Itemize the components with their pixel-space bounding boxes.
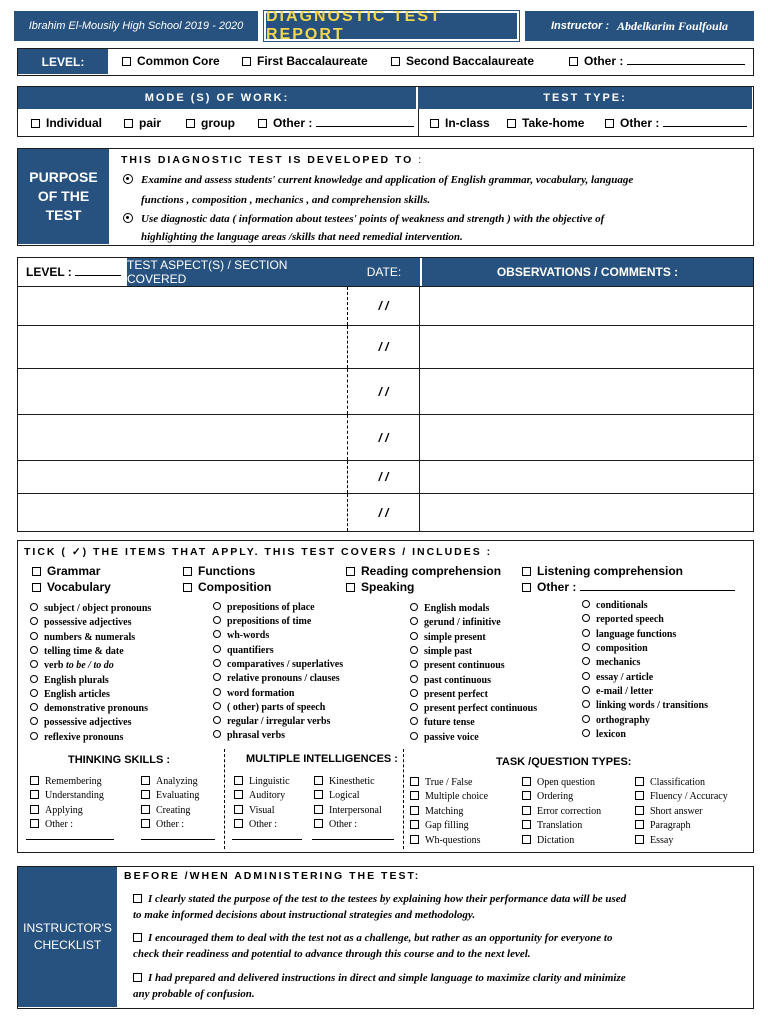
table-level-cell[interactable]: LEVEL : bbox=[26, 265, 121, 279]
list-item[interactable]: verb to be / to do bbox=[30, 660, 114, 671]
circle-icon bbox=[30, 603, 38, 611]
circle-icon bbox=[30, 632, 38, 640]
task-item[interactable]: Ordering bbox=[522, 791, 573, 802]
circle-icon bbox=[213, 645, 221, 653]
task-item[interactable]: Dictation bbox=[522, 835, 574, 846]
list-item[interactable]: quantifiers bbox=[213, 645, 274, 656]
checkbox-icon bbox=[314, 776, 323, 785]
test-type-take-home[interactable]: Take-home bbox=[507, 116, 584, 130]
circle-icon bbox=[410, 660, 418, 668]
circle-icon bbox=[30, 703, 38, 711]
checkbox-icon bbox=[605, 119, 614, 128]
level-option-second-bac[interactable]: Second Baccalaureate bbox=[391, 54, 534, 68]
checkbox-icon bbox=[410, 835, 419, 844]
list-item[interactable]: simple present bbox=[410, 632, 486, 643]
test-type-other[interactable]: Other : bbox=[605, 116, 747, 130]
checkbox-icon bbox=[133, 933, 142, 942]
date-cell[interactable]: / / bbox=[348, 369, 420, 414]
checkbox-icon bbox=[522, 791, 531, 800]
checkbox-icon bbox=[522, 820, 531, 829]
circle-icon bbox=[213, 602, 221, 610]
checkbox-icon bbox=[635, 791, 644, 800]
checkbox-icon bbox=[391, 57, 400, 66]
circle-icon bbox=[410, 689, 418, 697]
checkbox-icon bbox=[410, 820, 419, 829]
tick-heading: TICK ( ✓) THE ITEMS THAT APPLY. THIS TEST COVERS / INCLUDES : bbox=[24, 546, 493, 558]
circle-icon bbox=[30, 675, 38, 683]
circle-icon bbox=[410, 646, 418, 654]
list-item[interactable]: language functions bbox=[582, 629, 676, 640]
school-banner bbox=[14, 11, 258, 41]
circle-icon bbox=[213, 702, 221, 710]
intelligences-title: MULTIPLE INTELLIGENCES : bbox=[246, 753, 398, 765]
circle-icon bbox=[410, 717, 418, 725]
circle-icon bbox=[582, 672, 590, 680]
checkbox-icon bbox=[234, 805, 243, 814]
list-item[interactable]: relative pronouns / clauses bbox=[213, 673, 340, 684]
task-item[interactable]: Short answer bbox=[635, 806, 703, 817]
circle-icon bbox=[582, 729, 590, 737]
checkbox-icon bbox=[31, 119, 40, 128]
circle-icon bbox=[582, 643, 590, 651]
list-item[interactable]: gerund / infinitive bbox=[410, 617, 501, 628]
purpose-point-2: Use diagnostic data ( information about testees' points of weakness and strength ) with the objective of highlighting the language areas /skills that need remedial intervention. bbox=[123, 210, 604, 246]
list-item[interactable]: mechanics bbox=[582, 657, 640, 668]
list-item[interactable]: present continuous bbox=[410, 660, 505, 671]
checklist-side-label: INSTRUCTOR'S CHECKLIST bbox=[18, 867, 117, 1007]
checkbox-icon bbox=[507, 119, 516, 128]
task-item[interactable]: Open question bbox=[522, 777, 595, 788]
task-item[interactable]: Fluency / Accuracy bbox=[635, 791, 728, 802]
circle-icon bbox=[582, 657, 590, 665]
checkbox-icon bbox=[635, 835, 644, 844]
list-item[interactable]: possessive adjectives bbox=[30, 617, 132, 628]
checkbox-icon bbox=[141, 805, 150, 814]
checkbox-icon bbox=[141, 819, 150, 828]
date-cell[interactable]: / / bbox=[348, 494, 420, 531]
circle-icon bbox=[582, 614, 590, 622]
thinking-item[interactable]: Analyzing bbox=[141, 776, 198, 787]
checkbox-icon bbox=[410, 806, 419, 815]
area-other[interactable]: Other : bbox=[522, 580, 735, 594]
circle-icon bbox=[30, 617, 38, 625]
circle-icon bbox=[582, 600, 590, 608]
aspect-cell[interactable] bbox=[18, 369, 348, 414]
list-item[interactable]: past continuous bbox=[410, 675, 491, 686]
circle-icon bbox=[410, 703, 418, 711]
checkbox-icon bbox=[635, 820, 644, 829]
circle-icon bbox=[30, 689, 38, 697]
task-item[interactable]: True / False bbox=[410, 777, 472, 788]
list-item[interactable]: linking words / transitions bbox=[582, 700, 708, 711]
thinking-item[interactable]: Other : bbox=[141, 819, 184, 830]
date-cell[interactable]: / / bbox=[348, 461, 420, 493]
circle-icon bbox=[582, 629, 590, 637]
level-option-first-bac[interactable]: First Baccalaureate bbox=[242, 54, 368, 68]
aspect-header: TEST ASPECT(S) / SECTION COVERED bbox=[127, 258, 348, 286]
checkbox-icon bbox=[122, 57, 131, 66]
circle-icon bbox=[410, 732, 418, 740]
list-item[interactable]: subject / object pronouns bbox=[30, 603, 151, 614]
checkbox-icon bbox=[30, 819, 39, 828]
circle-icon bbox=[410, 603, 418, 611]
task-item[interactable]: Gap filling bbox=[410, 820, 469, 831]
checkbox-icon bbox=[32, 583, 41, 592]
checkbox-icon bbox=[346, 567, 355, 576]
level-option-common-core[interactable]: Common Core bbox=[122, 54, 220, 68]
intelligence-item[interactable]: Visual bbox=[234, 805, 275, 816]
checkbox-icon bbox=[30, 805, 39, 814]
checkbox-icon bbox=[133, 973, 142, 982]
date-header: DATE: bbox=[348, 258, 420, 286]
checklist-item-1[interactable]: I clearly stated the purpose of the test to the testees by explaining how their performance data will be used to make informed decisions about instructional strategies and methodology. bbox=[133, 893, 627, 921]
checkbox-icon bbox=[141, 790, 150, 799]
purpose-heading: THIS DIAGNOSTIC TEST IS DEVELOPED TO : bbox=[121, 154, 424, 166]
list-item[interactable]: word formation bbox=[213, 688, 295, 699]
level-row bbox=[17, 48, 754, 76]
task-item[interactable]: Matching bbox=[410, 806, 463, 817]
area-speaking[interactable]: Speaking bbox=[346, 580, 414, 594]
task-item[interactable]: Multiple choice bbox=[410, 791, 488, 802]
list-item[interactable]: numbers & numerals bbox=[30, 632, 135, 643]
list-item[interactable]: future tense bbox=[410, 717, 475, 728]
circle-icon bbox=[410, 675, 418, 683]
aspect-table-header bbox=[17, 257, 754, 287]
checkbox-icon bbox=[183, 583, 192, 592]
instructor-label: Instructor : bbox=[550, 20, 610, 32]
observations-header: OBSERVATIONS / COMMENTS : bbox=[422, 258, 753, 286]
list-item[interactable]: present perfect bbox=[410, 689, 488, 700]
mode-row bbox=[17, 86, 754, 137]
purpose-point-1: Examine and assess students' current knowledge and application of English grammar, vocabulary, language functions , composition , mechanics , and comprehension skills. bbox=[123, 170, 633, 210]
task-item[interactable]: Wh-questions bbox=[410, 835, 481, 846]
school-name: Ibrahim El-Mousily High School 2019 - 2020 bbox=[28, 20, 244, 32]
checkbox-icon bbox=[234, 819, 243, 828]
purpose-section bbox=[17, 148, 754, 246]
instructor-name: Abdelkarim Foulfoula bbox=[617, 18, 729, 33]
circle-icon bbox=[582, 700, 590, 708]
intelligence-item[interactable]: Other : bbox=[314, 819, 357, 830]
circle-icon bbox=[213, 659, 221, 667]
circle-icon bbox=[582, 686, 590, 694]
checkbox-icon bbox=[186, 119, 195, 128]
aspect-cell[interactable] bbox=[18, 415, 348, 460]
intelligence-item[interactable]: Kinesthetic bbox=[314, 776, 375, 787]
aspect-cell[interactable] bbox=[18, 326, 348, 368]
thinking-item[interactable]: Remembering bbox=[30, 776, 102, 787]
checkbox-icon bbox=[234, 790, 243, 799]
mode-option-other[interactable]: Other : bbox=[258, 116, 414, 130]
checklist-section bbox=[17, 866, 754, 1009]
intelligence-item[interactable]: Auditory bbox=[234, 790, 285, 801]
circle-icon bbox=[213, 673, 221, 681]
list-item[interactable]: regular / irregular verbs bbox=[213, 716, 330, 727]
checkbox-icon bbox=[32, 567, 41, 576]
list-item[interactable]: composition bbox=[582, 643, 648, 654]
radio-bullet-icon bbox=[123, 213, 133, 223]
checkbox-icon bbox=[569, 57, 578, 66]
list-item[interactable]: phrasal verbs bbox=[213, 730, 285, 741]
circle-icon bbox=[30, 646, 38, 654]
intelligence-item[interactable]: Logical bbox=[314, 790, 360, 801]
level-label-cell bbox=[18, 49, 108, 74]
checkbox-icon bbox=[141, 776, 150, 785]
aspect-cell[interactable] bbox=[18, 461, 348, 493]
date-cell[interactable]: / / bbox=[348, 326, 420, 368]
task-item[interactable]: Paragraph bbox=[635, 820, 691, 831]
list-item[interactable]: possessive adjectives bbox=[30, 717, 132, 728]
mode-option-pair[interactable]: pair bbox=[124, 116, 161, 130]
instructor-banner bbox=[525, 11, 754, 41]
checkbox-icon bbox=[314, 790, 323, 799]
report-title: DIAGNOSTIC TEST REPORT bbox=[266, 8, 442, 43]
intelligence-item[interactable]: Interpersonal bbox=[314, 805, 382, 816]
test-type-title-bar bbox=[418, 87, 752, 109]
level-label: LEVEL: bbox=[41, 54, 85, 69]
list-item[interactable]: orthography bbox=[582, 715, 650, 726]
checkbox-icon bbox=[430, 119, 439, 128]
mode-option-individual[interactable]: Individual bbox=[31, 116, 102, 130]
aspect-cell[interactable] bbox=[18, 287, 348, 325]
list-item[interactable]: present perfect continuous bbox=[410, 703, 537, 714]
mode-title-bar bbox=[18, 87, 418, 109]
list-item[interactable]: demonstrative pronouns bbox=[30, 703, 148, 714]
area-functions[interactable]: Functions bbox=[183, 564, 255, 578]
area-reading[interactable]: Reading comprehension bbox=[346, 564, 501, 578]
checkbox-icon bbox=[635, 777, 644, 786]
circle-icon bbox=[30, 717, 38, 725]
radio-bullet-icon bbox=[123, 174, 133, 184]
list-item[interactable]: reflexive pronouns bbox=[30, 732, 123, 743]
thinking-item[interactable]: Applying bbox=[30, 805, 83, 816]
checkbox-icon bbox=[314, 805, 323, 814]
checkbox-icon bbox=[522, 835, 531, 844]
list-item[interactable]: ( other) parts of speech bbox=[213, 702, 325, 713]
table-row bbox=[17, 461, 754, 494]
checkbox-icon bbox=[124, 119, 133, 128]
circle-icon bbox=[410, 632, 418, 640]
test-type-in-class[interactable]: In-class bbox=[430, 116, 490, 130]
tick-section bbox=[17, 540, 754, 853]
thinking-title: THINKING SKILLS : bbox=[68, 754, 171, 766]
circle-icon bbox=[30, 660, 38, 668]
circle-icon bbox=[213, 716, 221, 724]
task-item[interactable]: Essay bbox=[635, 835, 673, 846]
area-grammar[interactable]: Grammar bbox=[32, 564, 100, 578]
intelligence-item[interactable]: Linguistic bbox=[234, 776, 290, 787]
list-item[interactable]: e-mail / letter bbox=[582, 686, 653, 697]
circle-icon bbox=[213, 688, 221, 696]
checkbox-icon bbox=[183, 567, 192, 576]
checkbox-icon bbox=[522, 777, 531, 786]
test-type-title: TEST TYPE: bbox=[543, 92, 627, 104]
thinking-item[interactable]: Other : bbox=[30, 819, 73, 830]
table-row bbox=[17, 369, 754, 415]
checkbox-icon bbox=[242, 57, 251, 66]
checkbox-icon bbox=[234, 776, 243, 785]
checkbox-icon bbox=[522, 567, 531, 576]
intelligence-item[interactable]: Other : bbox=[234, 819, 277, 830]
checkbox-icon bbox=[30, 776, 39, 785]
title-banner bbox=[264, 8, 519, 43]
table-row bbox=[17, 415, 754, 461]
checklist-item-3[interactable]: I had prepared and delivered instructions in direct and simple language to maximize clarity and minimize any probable of confusion. bbox=[133, 972, 626, 1000]
thinking-item[interactable]: Creating bbox=[141, 805, 190, 816]
list-item[interactable]: English modals bbox=[410, 603, 489, 614]
aspect-cell[interactable] bbox=[18, 494, 348, 531]
list-item[interactable]: comparatives / superlatives bbox=[213, 659, 343, 670]
checkbox-icon bbox=[314, 819, 323, 828]
table-row bbox=[17, 494, 754, 532]
level-option-other[interactable]: Other : bbox=[569, 54, 745, 68]
checkbox-icon bbox=[346, 583, 355, 592]
thinking-item[interactable]: Evaluating bbox=[141, 790, 199, 801]
circle-icon bbox=[582, 715, 590, 723]
list-item[interactable]: prepositions of time bbox=[213, 616, 311, 627]
circle-icon bbox=[213, 616, 221, 624]
table-row bbox=[17, 287, 754, 326]
table-row bbox=[17, 326, 754, 369]
list-item[interactable]: English articles bbox=[30, 689, 110, 700]
checklist-heading: BEFORE /WHEN ADMINISTERING THE TEST: bbox=[124, 870, 421, 882]
area-listening[interactable]: Listening comprehension bbox=[522, 564, 683, 578]
mode-option-group[interactable]: group bbox=[186, 116, 235, 130]
checkbox-icon bbox=[635, 806, 644, 815]
checkbox-icon bbox=[258, 119, 267, 128]
purpose-side-label: PURPOSE OF THE TEST bbox=[18, 149, 109, 244]
checkbox-icon bbox=[133, 894, 142, 903]
circle-icon bbox=[213, 730, 221, 738]
thinking-item[interactable]: Understanding bbox=[30, 790, 104, 801]
list-item[interactable]: prepositions of place bbox=[213, 602, 315, 613]
mode-title: MODE (S) OF WORK: bbox=[144, 92, 290, 104]
date-cell[interactable]: / / bbox=[348, 415, 420, 460]
checklist-item-2[interactable]: I encouraged them to deal with the test not as a challenge, but rather as an opportunity for everyone to check their readiness and potential to advance through this course and to the next level. bbox=[133, 932, 613, 960]
list-item[interactable]: essay / article bbox=[582, 672, 653, 683]
checkbox-icon bbox=[522, 806, 531, 815]
circle-icon bbox=[410, 617, 418, 625]
circle-icon bbox=[30, 732, 38, 740]
list-item[interactable]: wh-words bbox=[213, 630, 269, 641]
date-cell[interactable]: / / bbox=[348, 287, 420, 325]
task-item[interactable]: Translation bbox=[522, 820, 582, 831]
task-item[interactable]: Classification bbox=[635, 777, 705, 788]
list-item[interactable]: conditionals bbox=[582, 600, 648, 611]
list-item[interactable]: English plurals bbox=[30, 675, 109, 686]
tasks-title: TASK /QUESTION TYPES: bbox=[496, 756, 632, 768]
task-item[interactable]: Error correction bbox=[522, 806, 601, 817]
list-item[interactable]: passive voice bbox=[410, 732, 479, 743]
checkbox-icon bbox=[410, 791, 419, 800]
list-item[interactable]: simple past bbox=[410, 646, 472, 657]
checkbox-icon bbox=[30, 790, 39, 799]
area-vocabulary[interactable]: Vocabulary bbox=[32, 580, 111, 594]
circle-icon bbox=[213, 630, 221, 638]
list-item[interactable]: lexicon bbox=[582, 729, 626, 740]
checkbox-icon bbox=[522, 583, 531, 592]
list-item[interactable]: reported speech bbox=[582, 614, 664, 625]
area-composition[interactable]: Composition bbox=[183, 580, 271, 594]
list-item[interactable]: telling time & date bbox=[30, 646, 124, 657]
checkbox-icon bbox=[410, 777, 419, 786]
